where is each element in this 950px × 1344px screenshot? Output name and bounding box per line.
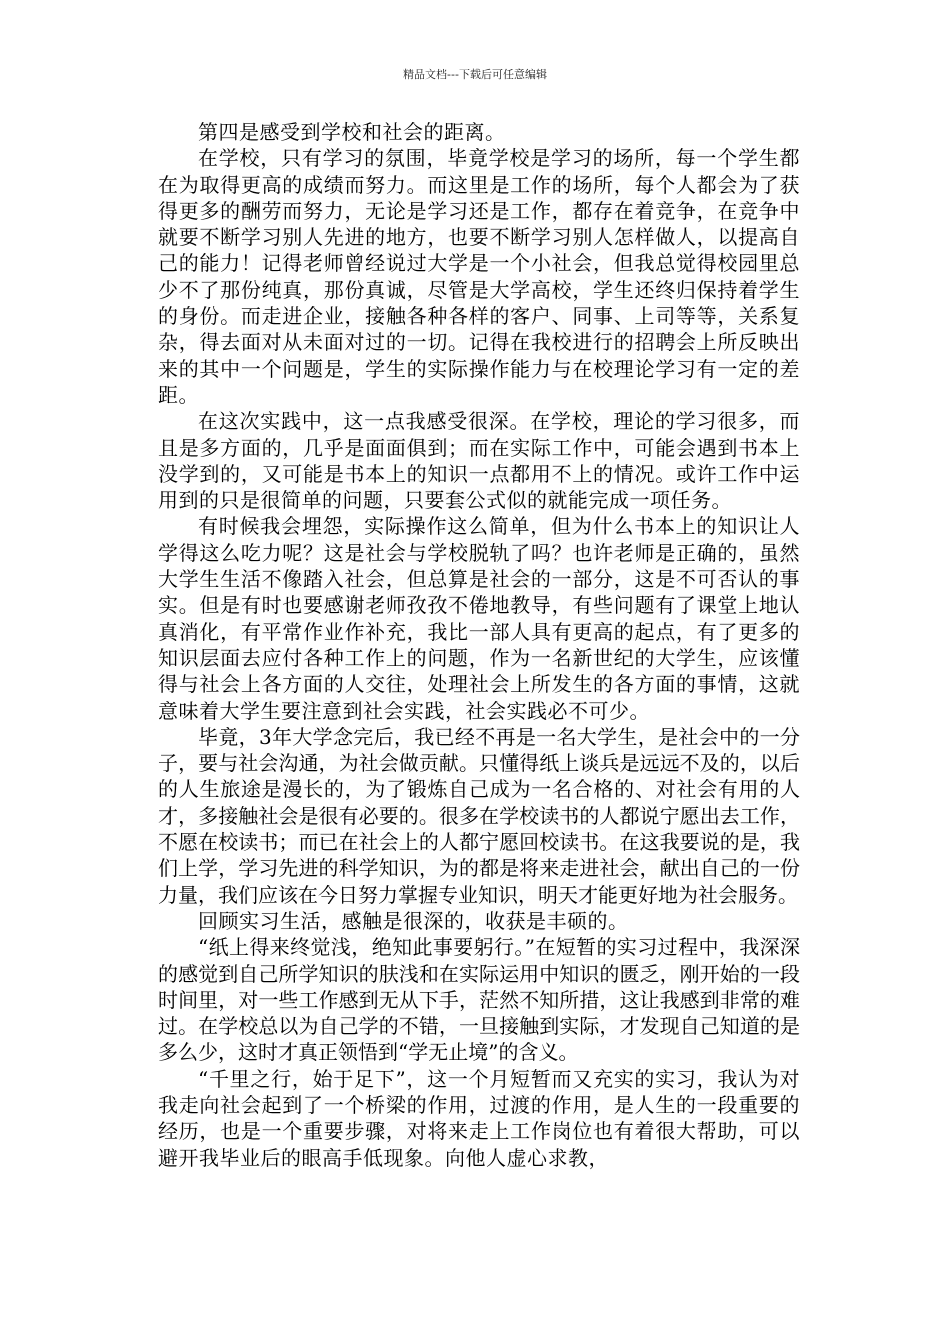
paragraph-8: “千里之行，始于足下”，这一个月短暂而又充实的实习，我认为对我走向社会起到了一个桥梁的作用，过渡的作用，是人生的一段重要的经历，也是一个重要步骤，对将来走上工作岗位也有着很大帮助，可以避开我毕业后的眼高手低现象。向他人虚心求教， xyxy=(158,1066,800,1170)
paragraph-1: 第四是感受到学校和社会的距离。 xyxy=(198,120,506,144)
paragraph-7: “纸上得来终觉浅，绝知此事要躬行。”在短暂的实习过程中，我深深的感觉到自己所学知识的肤浅和在实际运用中知识的匮乏，刚开始的一段时间里，对一些工作感到无从下手，茫然不知所措，这让我感到非常的难过。在学校总以为自己学的不错，一旦接触到实际，才发现自己知道的是多么少，这时才真正领悟到“学无止境”的含义。 xyxy=(158,935,800,1065)
paragraph-2: 在学校，只有学习的氛围，毕竟学校是学习的场所，每一个学生都在为取得更高的成绩而努力。而这里是工作的场所，每个人都会为了获得更多的酬劳而努力，无论是学习还是工作，都存在着竞争，在竞争中就要不断学习别人先进的地方，也要不断学习别人怎样做人，以提高自己的能力！记得老师曾经说过大学是一个小社会，但我总觉得校园里总少不了那份纯真，那份真诚，尽管是大学高校，学生还终归保持着学生的身份。而走进企业，接触各种各样的客户、同事、上司等等，关系复杂，得去面对从未面对过的一切。记得在我校进行的招聘会上所反映出来的其中一个问题是，学生的实际操作能力与在校理论学习有一定的差距。 xyxy=(158,146,800,407)
paragraph-3: 在这次实践中，这一点我感受很深。在学校，理论的学习很多，而且是多方面的，几乎是面面俱到；而在实际工作中，可能会遇到书本上没学到的，又可能是书本上的知识一点都用不上的情况。或许工作中运用到的只是很简单的问题，只要套公式似的就能完成一项任务。 xyxy=(158,409,800,513)
paragraph-6: 回顾实习生活，感触是很深的，收获是丰硕的。 xyxy=(198,908,629,933)
paragraph-5: 毕竟，3年大学念完后，我已经不再是一名大学生，是社会中的一分子，要与社会沟通，为社会做贡献。只懂得纸上谈兵是远远不及的，以后的人生旅途是漫长的，为了锻炼自己成为一名合格的、对社会有用的人才，多接触社会是很有必要的。很多在学校读书的人都说宁愿出去工作，不愿在校读书；而已在社会上的人都宁愿回校读书。在这我要说的是，我们上学，学习先进的科学知识，为的都是将来走进社会，献出自己的一份力量，我们应该在今日努力掌握专业知识，明天才能更好地为社会服务。 xyxy=(158,724,800,907)
paragraph-4: 有时候我会埋怨，实际操作这么简单，但为什么书本上的知识让人学得这么吃力呢？这是社会与学校脱轨了吗？也许老师是正确的，虽然大学生生活不像踏入社会，但总算是社会的一部分，这是不可否认的事实。但是有时也要感谢老师孜孜不倦地教导，有些问题有了课堂上地认真消化，有平常作业作补充，我比一部人具有更高的起点，有了更多的知识层面去应付各种工作上的问题，作为一名新世纪的大学生，应该懂得与社会上各方面的人交往，处理社会上所发生的各方面的事情，这就意味着大学生要注意到社会实践，社会实践必不可少。 xyxy=(158,514,800,723)
page-header: 精品文档---下载后可任意编辑 xyxy=(403,68,547,81)
document-body xyxy=(158,119,800,1171)
